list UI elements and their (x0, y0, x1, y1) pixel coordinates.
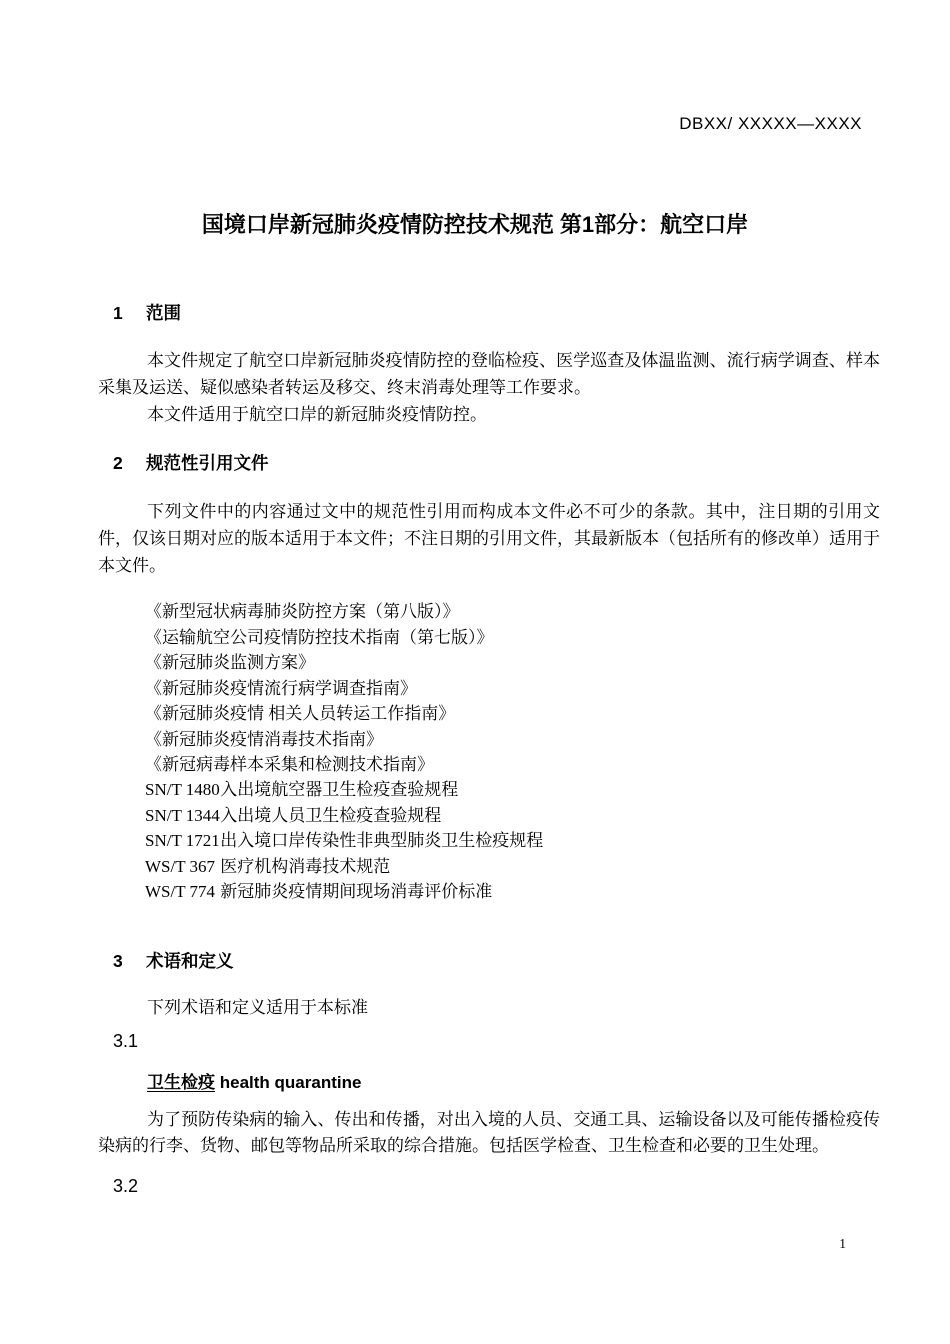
term-3-1-number: 3.1 (113, 1031, 139, 1051)
term-3-2-number: 3.2 (113, 1176, 139, 1196)
section-1-heading (98, 300, 880, 325)
term-chinese: 卫生检疫 (147, 1073, 215, 1092)
referenced-document: 《新冠肺炎疫情流行病学调查指南》 (145, 678, 417, 698)
referenced-document: 《新冠肺炎监测方案》 (145, 653, 315, 672)
term-english: health quarantine (219, 1073, 362, 1092)
standard-title: 入出境航空器卫生检疫查验规程 (220, 780, 459, 799)
scope-paragraph-2: 本文件适用于航空口岸的新冠肺炎疫情防控。 (147, 405, 487, 424)
document-title: 国境口岸新冠肺炎疫情防控技术规范 第1部分：航空口岸 (201, 212, 749, 237)
section-title: 术语和定义 (146, 951, 234, 971)
standard-code: WS/T 367 (145, 856, 216, 876)
referenced-document: 《新冠病毒样本采集和检测技术指南》 (145, 755, 434, 774)
referenced-document: 《新型冠状病毒肺炎防控方案（第八版）》 (145, 602, 460, 621)
section-title: 范围 (146, 303, 181, 323)
section-2-heading (98, 450, 880, 475)
referenced-standard (145, 854, 927, 880)
referenced-standard (145, 803, 927, 829)
referenced-documents-list (145, 599, 927, 778)
referenced-standard (145, 879, 927, 905)
standard-code-header: DBXX/ XXXXX—XXXX (679, 114, 862, 133)
scope-paragraph-1: 本文件规定了航空口岸新冠肺炎疫情防控的登临检疫、医学巡查及体温监测、流行病学调查、样本采集及运送、疑似感染者转运及移交、终末消毒处理等工作要求。 (98, 351, 880, 397)
standard-title: 入出境人员卫生检疫查验规程 (220, 805, 442, 825)
section-number: 1 (113, 303, 123, 323)
terms-intro: 下列术语和定义适用于本标准 (147, 998, 368, 1017)
standard-title: 出入境口岸传染性非典型肺炎卫生检疫规程 (220, 831, 544, 850)
referenced-document: 《运输航空公司疫情防控技术指南（第七版）》 (145, 627, 494, 647)
referenced-standard (145, 777, 927, 803)
page-number: 1 (839, 1236, 846, 1251)
term-3-1-title (147, 1068, 929, 1093)
referenced-document: 《新冠肺炎疫情消毒技术指南》 (145, 729, 383, 749)
standard-code: SN/T 1344 (145, 805, 220, 825)
standard-code: WS/T 774 (145, 882, 216, 901)
standard-title: 医疗机构消毒技术规范 (220, 856, 391, 876)
referenced-standard (145, 828, 927, 854)
section-3-heading (98, 948, 880, 973)
section-number: 2 (113, 453, 123, 473)
section-number: 3 (113, 951, 123, 971)
referenced-document: 《新冠肺炎疫情 相关人员转运工作指南》 (145, 704, 456, 723)
standard-title: 新冠肺炎疫情期间现场消毒评价标准 (220, 882, 493, 901)
standard-code: SN/T 1480 (145, 780, 220, 799)
referenced-standards-list (145, 777, 927, 905)
section-title: 规范性引用文件 (146, 453, 269, 473)
standard-code: SN/T 1721 (145, 831, 220, 850)
term-3-1-definition: 为了预防传染病的输入、传出和传播，对出入境的人员、交通工具、运输设备以及可能传播检疫传染病的行李、货物、邮包等物品所采取的综合措施。包括医学检查、卫生检查和必要的卫生处理。 (98, 1110, 880, 1155)
references-intro-paragraph: 下列文件中的内容通过文中的规范性引用而构成本文件必不可少的条款。其中，注日期的引用文件，仅该日期对应的版本适用于本文件；不注日期的引用文件，其最新版本（包括所有的修改单）适用于本文件。 (98, 502, 880, 575)
